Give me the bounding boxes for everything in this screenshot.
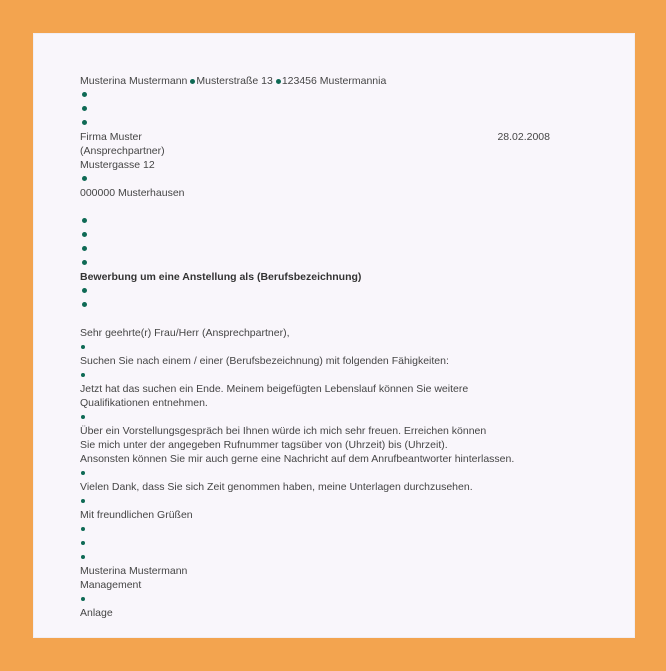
spacer — [80, 214, 550, 228]
bullet-icon — [81, 541, 85, 545]
recipient-contact: (Ansprechpartner) — [80, 145, 165, 157]
bullet-icon — [82, 176, 87, 181]
bullet-icon — [82, 92, 87, 97]
bullet-icon — [81, 499, 85, 503]
bullet-icon — [81, 373, 85, 377]
bullet-icon — [81, 527, 85, 531]
spacer — [80, 340, 550, 354]
sender-line — [80, 74, 550, 88]
sender-city: 123456 Mustermannia — [281, 75, 387, 87]
letter-subject: Bewerbung um eine Anstellung als (Berufsbezeichnung) — [80, 271, 362, 283]
sender-name: Musterina Mustermann — [80, 75, 188, 87]
spacer — [80, 522, 550, 536]
spacer — [80, 368, 550, 382]
spacer — [80, 102, 550, 116]
spacer — [80, 228, 550, 242]
recipient-street: Mustergasse 12 — [80, 159, 155, 171]
spacer — [80, 200, 550, 214]
paragraph-3-line-2: Sie mich unter der angegeben Rufnummer tagsüber von (Uhrzeit) bis (Uhrzeit). — [80, 439, 448, 451]
bullet-icon — [82, 288, 87, 293]
bullet-icon — [190, 79, 195, 84]
spacer — [80, 410, 550, 424]
letter-body — [80, 74, 550, 620]
sender-street: Musterstraße 13 — [196, 75, 273, 87]
paragraph-2-line-1: Jetzt hat das suchen ein Ende. Meinem beigefügten Lebenslauf können Sie weitere — [80, 383, 469, 395]
bullet-icon — [81, 471, 85, 475]
spacer — [80, 256, 550, 270]
bullet-icon — [82, 260, 87, 265]
bullet-icon — [81, 555, 85, 559]
signature-name: Musterina Mustermann — [80, 565, 188, 577]
bullet-icon — [82, 106, 87, 111]
bullet-icon — [82, 218, 87, 223]
recipient-company: Firma Muster — [80, 131, 142, 143]
paragraph-2-line-2: Qualifikationen entnehmen. — [80, 397, 208, 409]
spacer — [80, 312, 550, 326]
spacer — [80, 494, 550, 508]
recipient-company-line — [80, 130, 550, 144]
spacer — [80, 116, 550, 130]
bullet-icon — [81, 345, 85, 349]
bullet-icon — [82, 120, 87, 125]
spacer — [80, 550, 550, 564]
paragraph-1: Suchen Sie nach einem / einer (Berufsbezeichnung) mit folgenden Fähigkeiten: — [80, 355, 449, 367]
salutation: Sehr geehrte(r) Frau/Herr (Ansprechpartner), — [80, 327, 290, 339]
paragraph-3-line-3: Ansonsten können Sie mir auch gerne eine Nachricht auf dem Anrufbeantworter hinterlassen. — [80, 453, 515, 465]
bullet-icon — [82, 302, 87, 307]
paragraph-4: Vielen Dank, dass Sie sich Zeit genommen haben, meine Unterlagen durchzusehen. — [80, 481, 473, 493]
letter-date: 28.02.2008 — [497, 131, 550, 143]
spacer — [80, 242, 550, 256]
spacer — [80, 88, 550, 102]
spacer — [80, 284, 550, 298]
bullet-icon — [82, 232, 87, 237]
spacer — [80, 172, 550, 186]
spacer — [80, 298, 550, 312]
closing: Mit freundlichen Grüßen — [80, 509, 193, 521]
spacer — [80, 592, 550, 606]
enclosure: Anlage — [80, 607, 113, 619]
spacer — [80, 466, 550, 480]
bullet-icon — [81, 597, 85, 601]
spacer — [80, 536, 550, 550]
bullet-icon — [82, 246, 87, 251]
bullet-icon — [81, 415, 85, 419]
signature-title: Management — [80, 579, 142, 591]
paragraph-3-line-1: Über ein Vorstellungsgespräch bei Ihnen würde ich mich sehr freuen. Erreichen können — [80, 425, 487, 437]
recipient-city: 000000 Musterhausen — [80, 187, 185, 199]
bullet-icon — [276, 79, 281, 84]
